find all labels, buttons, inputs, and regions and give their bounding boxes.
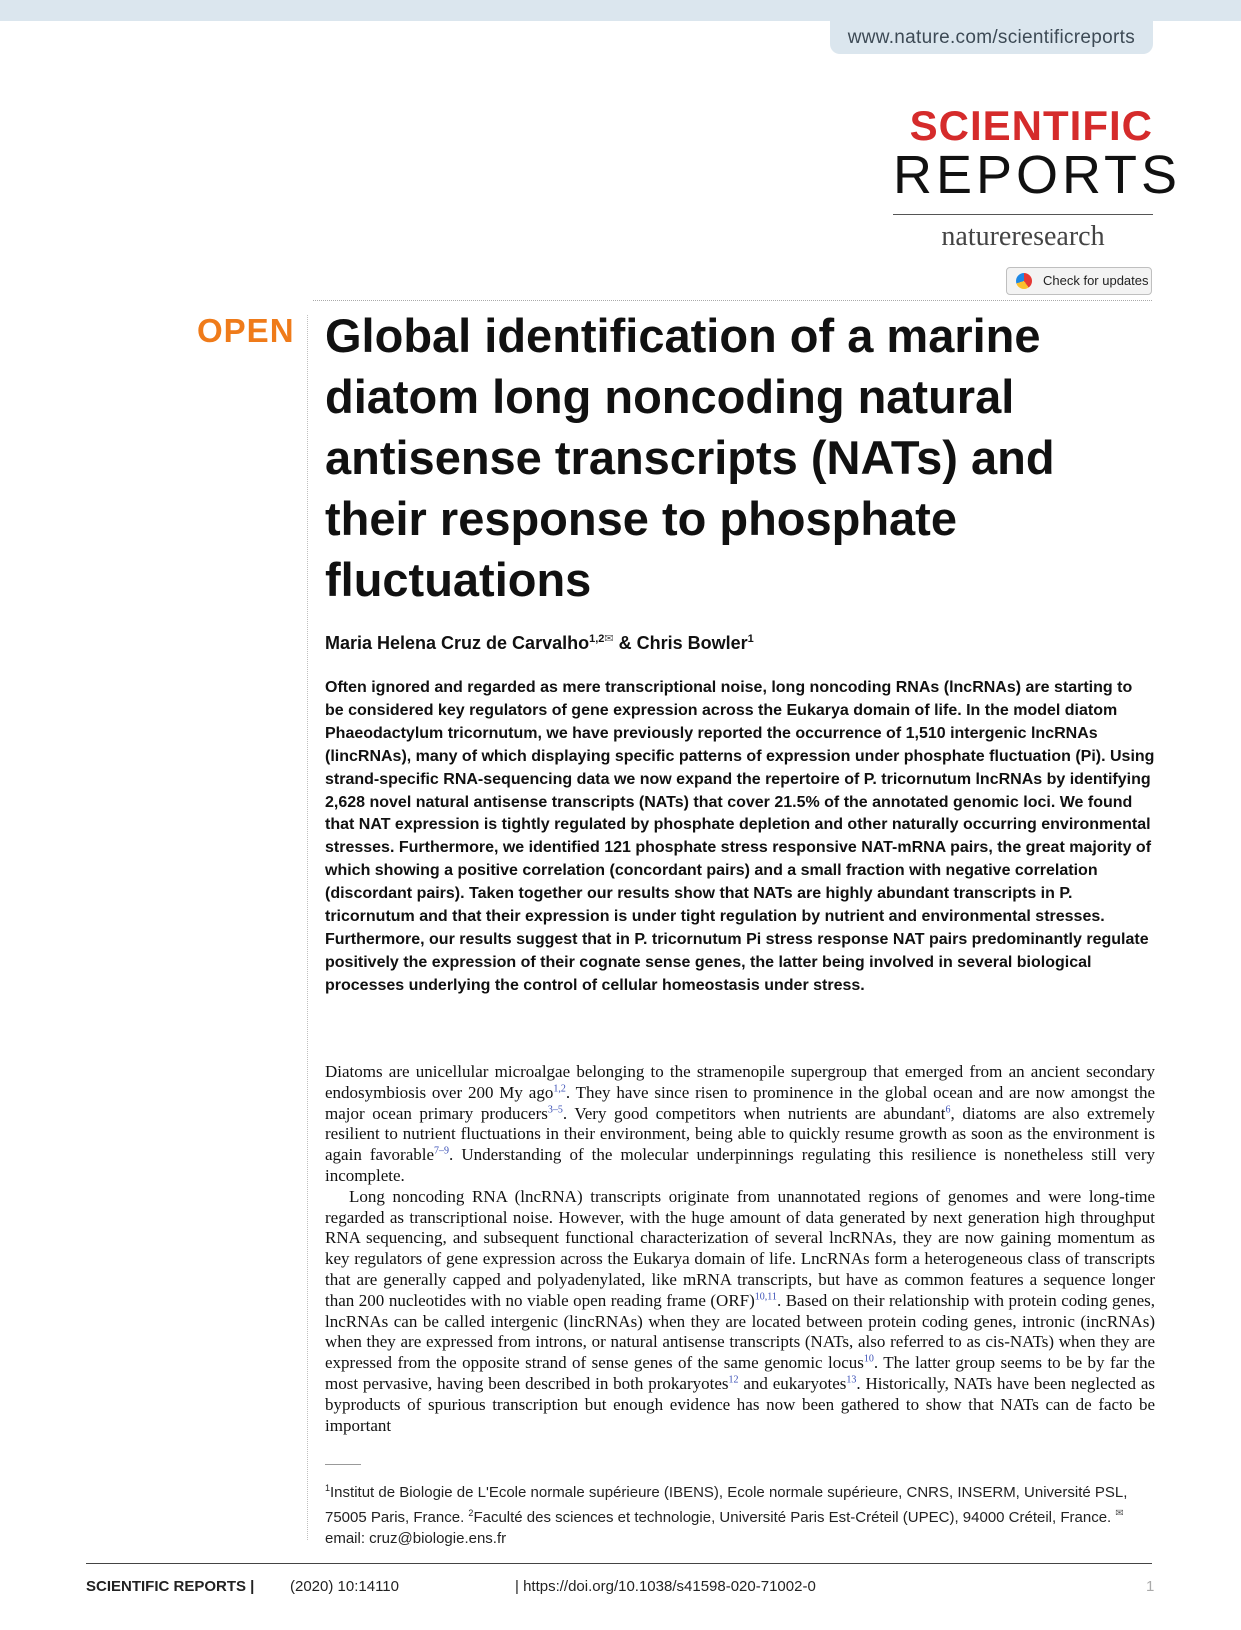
text-run: . Historically, NATs have been neglected as byproducts of spurious transcription but enough evidence has now been gathered to show that NATs can de facto be important: [325, 1373, 1155, 1435]
citation-link[interactable]: 13: [846, 1374, 857, 1386]
journal-logo[interactable]: [893, 102, 1182, 253]
paragraph: [325, 1187, 1155, 1437]
logo-line-scientific: SCIENTIFIC: [909, 102, 1153, 149]
article-title: Global identification of a marine diatom long noncoding natural antisense transcripts (NATs) and their response to phosphate fluctuations: [325, 309, 1055, 606]
footer-journal: SCIENTIFIC REPORTS |: [86, 1578, 255, 1595]
text-run: . Based on their relationship with protein coding genes, lncRNAs can be called intergenic (lincRNAs) when they are located between protein coding genes, intronic (incRNAs) when they are expressed from introns, or natural antisense transcripts (NATs, also referred to as cis-NATs) when they are expressed from the opposite strand of sense genes of the same genomic locus: [325, 1290, 1156, 1373]
text-run: . They have since risen to prominence in the global ocean and are now amongst the major ocean primary producers: [325, 1082, 1155, 1123]
citation-link[interactable]: 10,11: [754, 1291, 777, 1303]
text-run: . Very good competitors when nutrients are abundant: [562, 1103, 946, 1123]
affiliation-marker: 1: [325, 1483, 331, 1493]
text-run: Long noncoding RNA (lncRNA) transcripts originate from unannotated regions of genomes and were long-time regarded as transcriptional noise. However, with the huge amount of data generated by next generation high throughput RNA sequencing, and subsequent functional characterization of several lncRNAs, they are now gaining momentum as key regulators of gene expression across the Eukarya domain of life. LncRNAs form a heterogeneous class of transcripts that are generally capped and polyadenylated, like mRNA transcripts, but have as common features a sequence longer than 200 nucleotides with no viable open reading frame (ORF): [325, 1186, 1155, 1310]
affiliations-footnote: [325, 1478, 1155, 1549]
logo-divider: [893, 214, 1153, 215]
affiliation-marker: 1: [747, 633, 754, 645]
footer-citation: (2020) 10:14110: [290, 1578, 399, 1595]
affiliation-text: Faculté des sciences et technologie, Université Paris Est-Créteil (UPEC), 94000 Créteil, France.: [473, 1509, 1116, 1526]
doi-link[interactable]: | https://doi.org/10.1038/s41598-020-71002-0: [515, 1578, 816, 1595]
crossmark-icon: [1016, 273, 1032, 289]
citation-link[interactable]: 12: [728, 1374, 739, 1386]
citation-link[interactable]: 3–5: [547, 1103, 563, 1115]
text-run: Diatoms are unicellular microalgae belonging to the stramenopile supergroup that emerged from an ancient secondary endosymbiosis over 200 My ago: [325, 1062, 1155, 1102]
author-list: [325, 632, 1145, 654]
email-link[interactable]: email: cruz@biologie.ens.fr: [325, 1530, 507, 1547]
footer-rule: [86, 1563, 1152, 1564]
open-access-label: OPEN: [197, 312, 295, 349]
author-separator: &: [613, 633, 637, 653]
envelope-icon: ✉: [1115, 1508, 1124, 1519]
check-for-updates-button[interactable]: [1006, 267, 1152, 295]
author-name[interactable]: Maria Helena Cruz de Carvalho: [325, 633, 590, 653]
margin-rule: [307, 315, 308, 1540]
citation-link[interactable]: 7–9: [434, 1145, 450, 1157]
footnote-rule: [325, 1464, 361, 1465]
text-run: , diatoms are also extremely resilient to nutrient fluctuations in their environment, being able to quickly resume growth as soon as the environment is again favorable: [325, 1103, 1155, 1165]
citation-link[interactable]: 10: [863, 1353, 874, 1365]
envelope-icon[interactable]: ✉: [604, 633, 614, 645]
author-name[interactable]: Chris Bowler: [636, 633, 748, 653]
logo-line-reports: REPORTS: [893, 145, 1182, 205]
paragraph: [325, 1062, 1155, 1187]
citation-link[interactable]: 6: [945, 1103, 951, 1115]
body-text: [325, 1062, 1155, 1436]
publisher-name: natureresearch: [941, 221, 1105, 252]
page-number: 1: [1146, 1578, 1155, 1595]
affiliation-text: Institut de Biologie de L'Ecole normale supérieure (IBENS), Ecole normale supérieure, CNRS, INSERM, Université PSL, 75005 Paris, France.: [325, 1484, 1128, 1526]
text-run: . The latter group seems to be by far the most pervasive, having been described in both prokaryotes: [325, 1353, 1156, 1393]
journal-url-link[interactable]: www.nature.com/scientificreports: [830, 21, 1153, 54]
header-divider: [313, 300, 1152, 301]
top-band: [0, 0, 1241, 21]
text-run: . Understanding of the molecular underpinnings regulating this resilience is nonetheless still very incomplete.: [325, 1145, 1155, 1185]
check-for-updates-label: Check for updates: [1043, 273, 1149, 288]
abstract: Often ignored and regarded as mere transcriptional noise, long noncoding RNAs (lncRNAs) are starting to be considered key regulators of gene expression across the Eukarya domain of life. In the model diatom Phaeodactylum tricornutum, we have previously reported the occurrence of 1,510 intergenic lncRNAs (lincRNAs), many of which displaying specific patterns of expression under phosphate fluctuation (Pi). Using strand-specific RNA-sequencing data we now expand the repertoire of P. tricornutum lncRNAs by identifying 2,628 novel natural antisense transcripts (NATs) that cover 21.5% of the annotated genomic loci. We found that NAT expression is tightly regulated by phosphate depletion and other naturally occurring environmental stresses. Furthermore, we identified 121 phosphate stress responsive NAT-mRNA pairs, the great majority of which showing a positive correlation (concordant pairs) and a small fraction with negative correlation (discordant pairs). Taken together our results show that NATs are highly abundant transcripts in P. tricornutum and that their expression is under tight regulation by nutrient and environmental stresses. Furthermore, our results suggest that in P. tricornutum Pi stress response NAT pairs predominantly regulate positively the expression of their cognate sense genes, the latter being involved in several biological processes underlying the control of cellular homeostasis under stress.: [325, 679, 1155, 994]
citation-link[interactable]: 1,2: [553, 1083, 566, 1095]
affiliation-marker: 2: [468, 1508, 474, 1518]
affiliation-marker: 1,2: [589, 633, 605, 645]
text-run: and eukaryotes: [738, 1373, 847, 1393]
